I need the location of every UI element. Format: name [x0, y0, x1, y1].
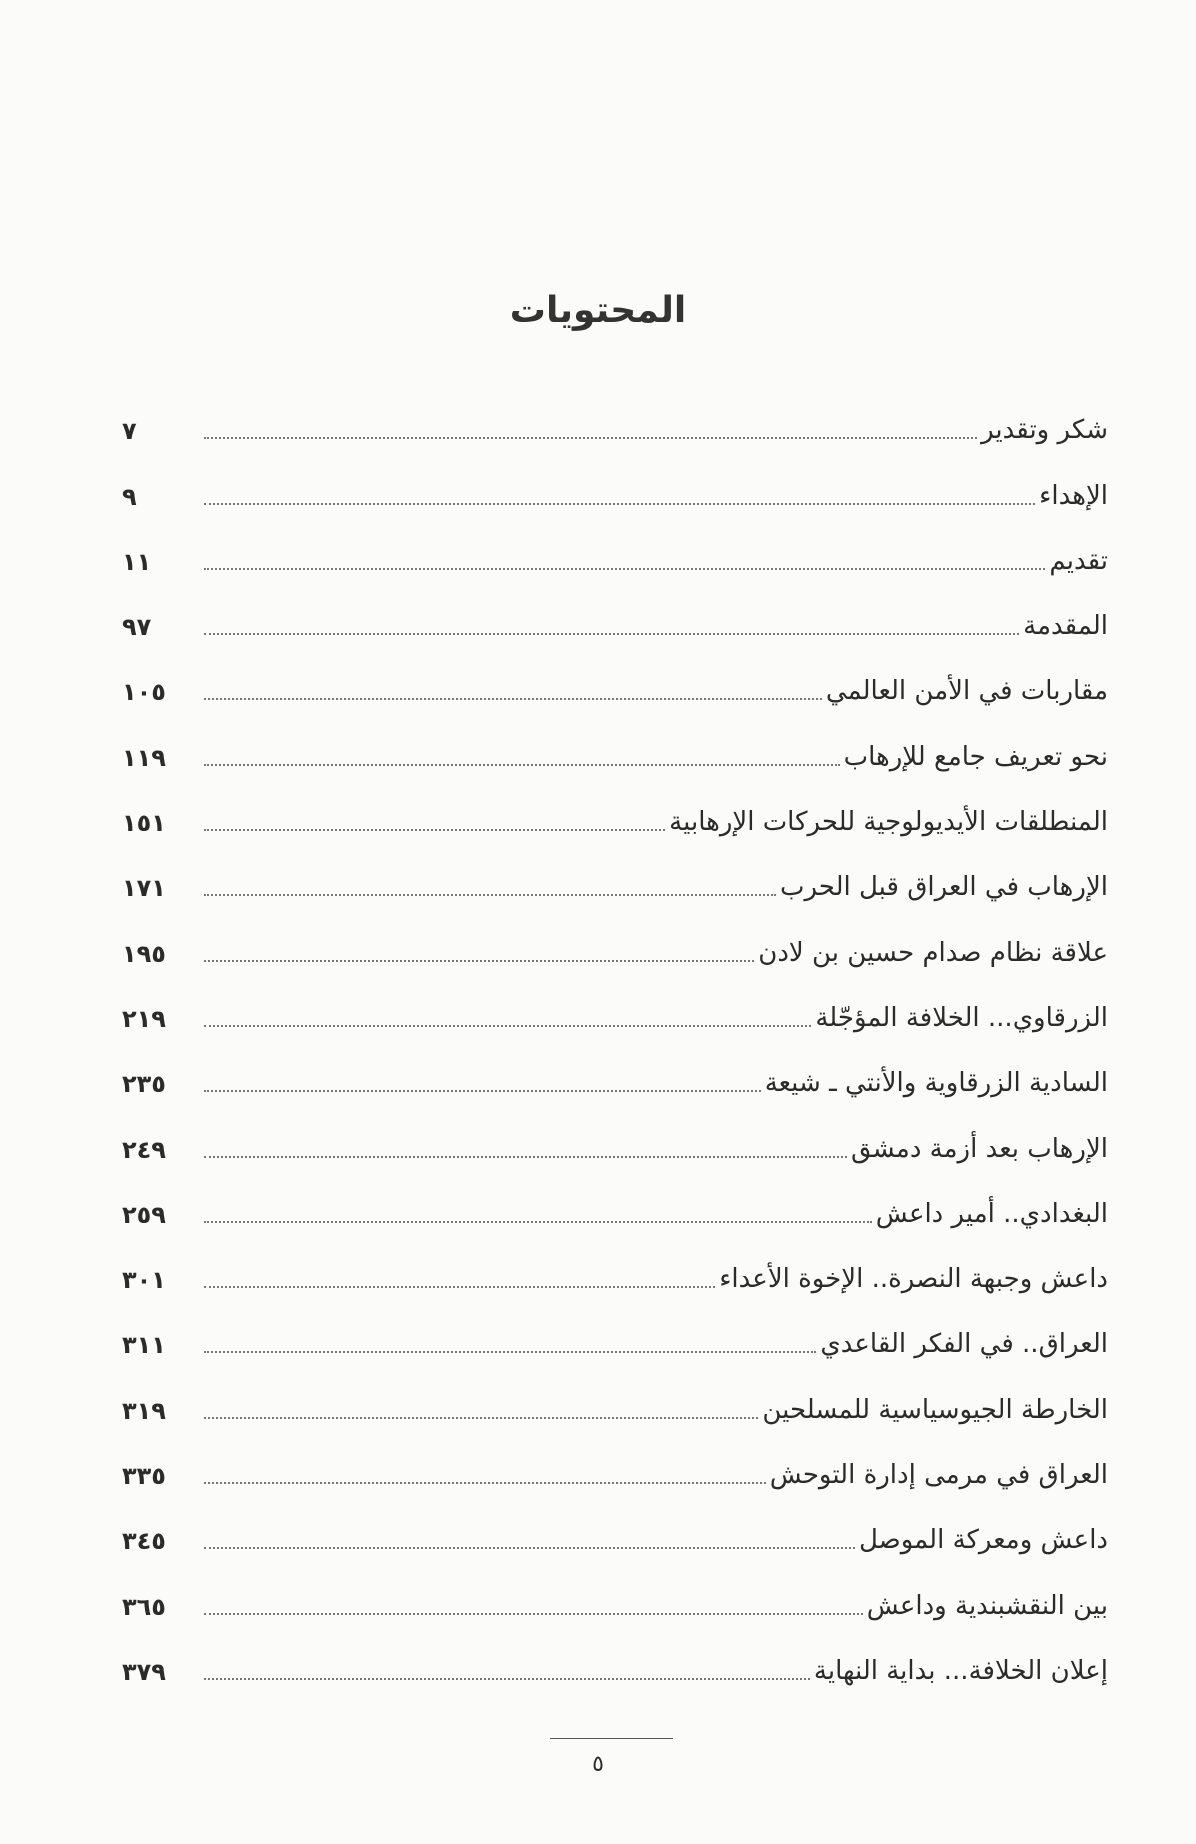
toc-entry-page: ٣١٩ [122, 1396, 166, 1425]
dot-leader [204, 1547, 855, 1549]
toc-entry-page: ١٩٥ [122, 939, 166, 968]
toc-entry-page: ٧ [122, 417, 137, 446]
toc-entry [122, 529, 1108, 594]
toc-entry-title: داعش وجبهة النصرة.. الإخوة الأعداء [719, 1264, 1108, 1295]
dot-leader [204, 960, 754, 962]
dot-leader [204, 894, 776, 896]
toc-entry-page: ٣٤٥ [122, 1527, 166, 1556]
toc-entry-title: الإرهاب في العراق قبل الحرب [779, 872, 1108, 903]
toc-entry-page: ١٠٥ [122, 678, 166, 707]
toc-entry-title: العراق.. في الفكر القاعدي [820, 1329, 1108, 1360]
toc-entry-title: تقديم [1049, 545, 1108, 576]
toc-entry [122, 724, 1108, 789]
toc-entry-page: ٩ [122, 482, 137, 511]
toc-entry-title: الإرهاب بعد أزمة دمشق [851, 1133, 1108, 1164]
toc-entry [122, 920, 1108, 985]
dot-leader [204, 698, 822, 700]
toc-entry [122, 463, 1108, 528]
toc-entry-page: ٢٥٩ [122, 1200, 166, 1229]
dot-leader [204, 1351, 816, 1353]
toc-entry-page: ٩٧ [122, 613, 152, 642]
toc-entry-title: العراق في مرمى إدارة التوحش [769, 1460, 1108, 1491]
dot-leader [204, 1482, 766, 1484]
toc-entry-page: ٣١١ [122, 1331, 166, 1360]
toc-entry [122, 855, 1108, 920]
toc-entry-page: ٣٦٥ [122, 1592, 166, 1621]
toc-entry-title: البغدادي.. أمير داعش [875, 1198, 1108, 1229]
toc-entry [122, 1573, 1108, 1638]
toc-entry-title: الإهداء [1039, 480, 1108, 511]
toc-entry-page: ٢٤٩ [122, 1135, 166, 1164]
dot-leader [204, 1156, 847, 1158]
toc-entry [122, 986, 1108, 1051]
page-title: المحتويات [509, 290, 687, 331]
toc-entry-page: ١١ [122, 547, 152, 576]
toc-entry-title: الزرقاوي... الخلافة المؤجّلة [815, 1002, 1108, 1033]
toc-entry [122, 1508, 1108, 1573]
dot-leader [204, 1090, 761, 1092]
toc-entry-page: ٣٠١ [122, 1266, 166, 1295]
toc-entry-title: داعش ومعركة الموصل [858, 1525, 1108, 1556]
toc-entry [122, 790, 1108, 855]
toc-entry-title: نحو تعريف جامع للإرهاب [843, 741, 1108, 772]
toc-entry [122, 1182, 1108, 1247]
dot-leader [204, 829, 665, 831]
toc-entry-page: ١٥١ [122, 809, 166, 838]
table-of-contents [122, 398, 1108, 1704]
toc-entry [122, 1247, 1108, 1312]
dot-leader [204, 503, 1035, 505]
toc-entry-page: ٢١٩ [122, 1004, 166, 1033]
toc-entry-title: الخارطة الجيوسياسية للمسلحين [762, 1394, 1108, 1425]
toc-entry-title: السادية الزرقاوية والأنتي ـ شيعة [764, 1068, 1108, 1099]
toc-entry-title: المنطلقات الأيديولوجية للحركات الإرهابية [669, 807, 1108, 838]
dot-leader [204, 1613, 863, 1615]
dot-leader [204, 1286, 715, 1288]
dot-leader [204, 764, 840, 766]
toc-entry [122, 1312, 1108, 1377]
toc-entry [122, 1051, 1108, 1116]
toc-entry-page: ١٧١ [122, 874, 166, 903]
dot-leader [204, 1417, 758, 1419]
toc-entry [122, 1377, 1108, 1442]
toc-entry-page: ٣٧٩ [122, 1657, 166, 1686]
footer-divider [550, 1738, 673, 1739]
toc-entry-page: ١١٩ [122, 743, 166, 772]
toc-entry [122, 1116, 1108, 1181]
dot-leader [204, 1221, 872, 1223]
toc-entry [122, 659, 1108, 724]
toc-entry-title: إعلان الخلافة... بداية النهاية [813, 1655, 1108, 1686]
toc-entry-page: ٢٣٥ [122, 1070, 166, 1099]
toc-entry-title: علاقة نظام صدام حسين بن لادن [758, 937, 1108, 968]
toc-entry [122, 1443, 1108, 1508]
toc-entry [122, 398, 1108, 463]
toc-entry-title: بين النقشبندية وداعش [866, 1590, 1108, 1621]
toc-entry-page: ٣٣٥ [122, 1462, 166, 1491]
toc-entry-title: المقدمة [1023, 611, 1108, 642]
dot-leader [204, 633, 1019, 635]
page-number: ٥ [592, 1752, 604, 1777]
toc-entry [122, 594, 1108, 659]
toc-entry-title: مقاربات في الأمن العالمي [825, 676, 1108, 707]
toc-entry [122, 1639, 1108, 1704]
dot-leader [204, 1025, 811, 1027]
dot-leader [204, 437, 977, 439]
dot-leader [204, 1678, 810, 1680]
dot-leader [204, 568, 1045, 570]
toc-entry-title: شكر وتقدير [981, 415, 1108, 446]
